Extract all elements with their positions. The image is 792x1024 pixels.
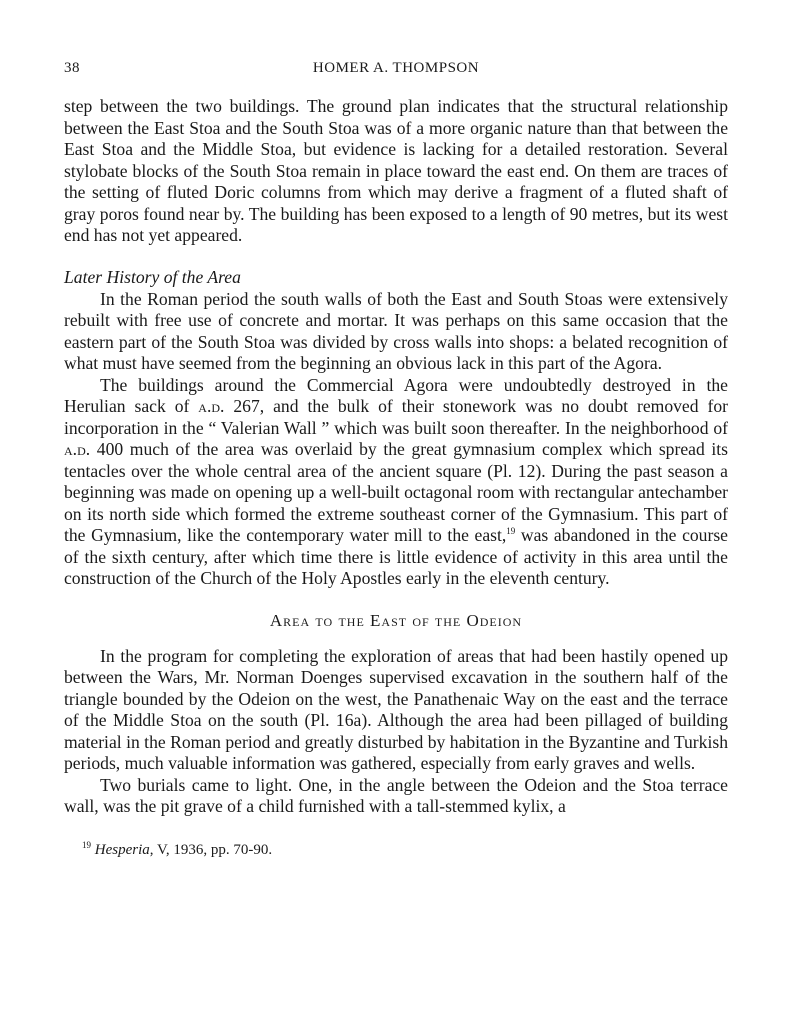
page-number: 38 bbox=[64, 60, 80, 76]
paragraph-commercial-agora bbox=[64, 375, 728, 590]
paragraph-burials: Two burials came to light. One, in the angle between the Odeion and the Stoa terrace wall, was the pit grave of a child furnished with a tall-stemmed kylix, a bbox=[64, 774, 728, 816]
paragraph-exploration: In the program for completing the exploration of areas that had been hastily opened up between the Wars, Mr. Norman Doenges supervised excavation in the southern half of the triangle bounded by the Odeion on the west, the Panathenaic Way on the east and the terrace of the Middle Stoa on the south (Pl. 16a). Although the area had been pillaged of building material in the Roman period and greatly disturbed by habitation in the Byzantine and Turkish periods, much valuable information was gathered, especially from early graves and wells. bbox=[64, 645, 728, 773]
paragraph-text: was abandoned in the course of the sixth century, after which time there is little evidence of activity in this area until the construction of the Church of the Holy Apostles early in the eleventh century. bbox=[64, 525, 728, 588]
subheading-later-history: Later History of the Area bbox=[64, 266, 241, 287]
footnote bbox=[82, 840, 728, 860]
paragraph-text: 400 much of the area was overlaid by the great gymnasium complex which spread its tentacles over the whole central area of the ancient square (Pl. 12). During the past season a beginning was made on opening up a well-built octagonal room with rectangular antechamber on its north side which formed the extreme southeast corner of the Gymnasium. This part of the Gymnasium, like the contemporary water mill to the east, bbox=[64, 439, 728, 545]
paragraph-roman-period: In the Roman period the south walls of both the East and South Stoas were extensively rebuilt with free use of concrete and mortar. It was perhaps on this same occasion that the eastern part of the South Stoa was divided by cross walls into shops: a belated recognition of what must have seemed from the beginning an obvious lack in this part of the Agora. bbox=[64, 288, 728, 373]
running-title: HOMER A. THOMPSON bbox=[312, 60, 480, 76]
era-abbreviation: a.d. bbox=[64, 439, 91, 459]
page bbox=[64, 60, 728, 860]
running-head bbox=[64, 60, 728, 84]
section-heading-odeion: Area to the East of the Odeion bbox=[269, 610, 523, 630]
paragraph-text: The buildings around the Commercial Agora were undoubtedly destroyed in the Herulian sack of bbox=[64, 374, 728, 416]
footnote-reference: 19 bbox=[506, 526, 516, 537]
paragraph-continued: step between the two buildings. The ground plan indicates that the structural relationship between the East Stoa and the South Stoa was of a more organic nature than that between the East Stoa and the Middle Stoa, but evidence is lacking for a detailed restoration. Several stylobate blocks of the South Stoa remain in place toward the east end. On them are traces of the setting of fluted Doric columns from which may derive a fragment of a fluted shaft of gray poros found near by. The building has been exposed to a length of 90 metres, but its west end has not yet appeared. bbox=[64, 96, 728, 245]
body-text bbox=[64, 96, 728, 818]
footnote-number: 19 bbox=[82, 839, 91, 850]
footnote-citation: , V, 1936, pp. 70-90. bbox=[149, 841, 273, 858]
paragraph-text: 267, and the bulk of their stonework was no doubt removed for incorporation in the “ Valerian Wall ” which was built soon thereafter. In the neighborhood of bbox=[64, 396, 728, 438]
footnote-journal: Hesperia bbox=[94, 841, 150, 858]
era-abbreviation: a.d. bbox=[198, 396, 225, 416]
